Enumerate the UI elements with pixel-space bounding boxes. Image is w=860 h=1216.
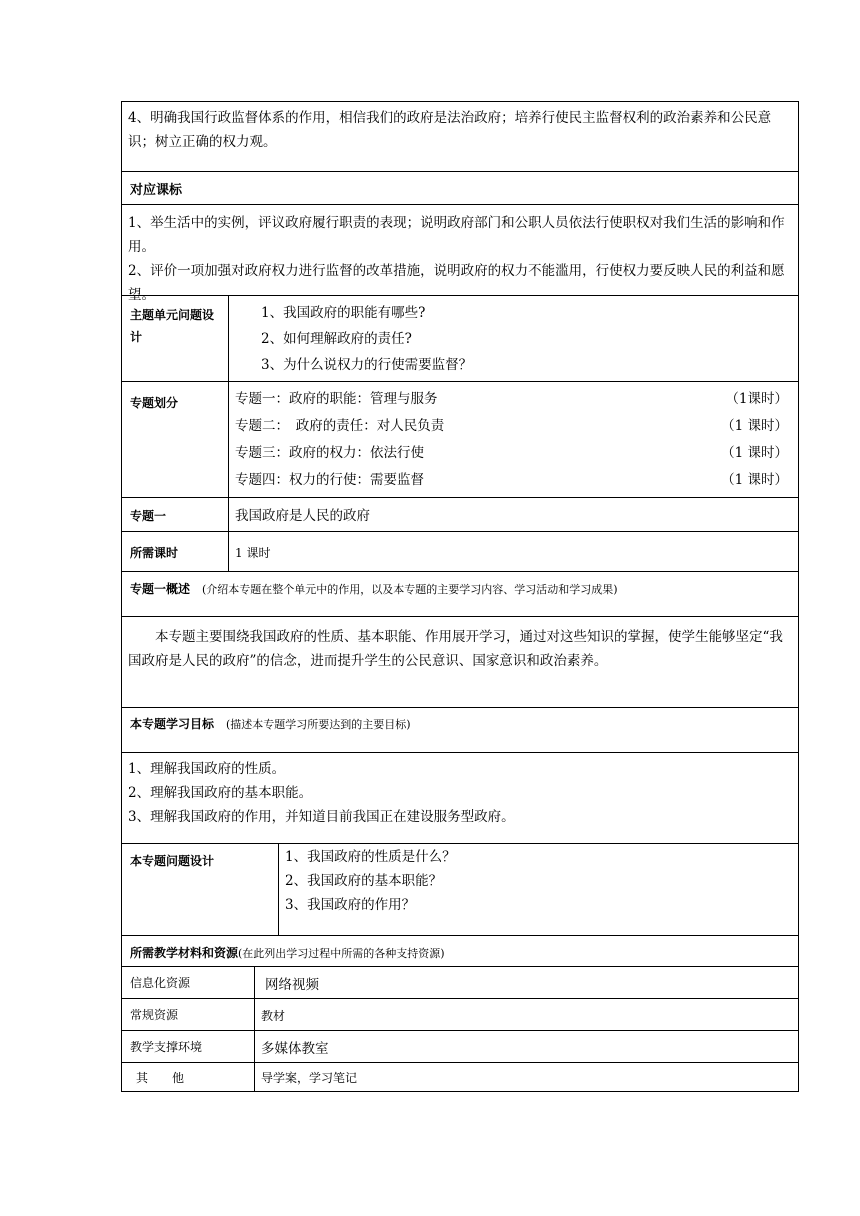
- overview-header-row: [121, 572, 799, 617]
- topic1-value: 我国政府是人民的政府: [235, 508, 370, 524]
- resources-header: [122, 936, 798, 969]
- topic-question-item: 2、我国政府的基本职能？: [285, 873, 443, 889]
- unit-questions-list: [229, 296, 798, 381]
- topic-hours: （1 课时）: [721, 418, 788, 434]
- topic-hours: （1课时）: [725, 391, 788, 407]
- topic-name: 专题一：政府的职能：管理与服务: [235, 391, 438, 407]
- resource-value: 网络视频: [265, 977, 319, 993]
- topic-questions-row: [121, 844, 799, 936]
- resource-value: 多媒体教室: [261, 1041, 329, 1057]
- topic-question-item: 1、我国政府的性质是什么？: [285, 849, 456, 865]
- objectives-list: [122, 753, 798, 832]
- resources-title: 所需教学材料和资源: [130, 946, 239, 960]
- resource-row: [121, 999, 799, 1031]
- topics-list: [229, 382, 798, 497]
- topic-item: [229, 467, 798, 494]
- topic1-label: 专题一: [122, 498, 229, 531]
- resource-value: 导学案，学习笔记: [261, 1071, 358, 1085]
- resource-row: [121, 1063, 799, 1092]
- goal-row: [121, 101, 799, 172]
- resources-note: (在此列出学习过程中所需的各种支持资源): [238, 947, 445, 960]
- objective-item: 2、理解我国政府的基本职能。: [128, 785, 313, 801]
- objectives-header: [122, 708, 798, 739]
- topic1-row: [121, 498, 799, 532]
- topic-questions-label: 本专题问题设计: [122, 844, 279, 935]
- overview-title: 专题一概述: [130, 582, 191, 596]
- standards-header-row: [121, 172, 799, 205]
- topic-question-item: 3、我国政府的作用？: [285, 897, 416, 913]
- objectives-note: (描述本专题学习所要达到的主要目标): [226, 718, 411, 731]
- topic-hours: （1 课时）: [721, 445, 788, 461]
- objective-item: 1、理解我国政府的性质。: [128, 761, 286, 777]
- objectives-title: 本专题学习目标: [130, 717, 215, 731]
- resource-label: 其 他: [122, 1063, 255, 1091]
- resource-label: 常规资源: [122, 999, 255, 1030]
- resource-row: [121, 1031, 799, 1063]
- standard-item: 2、评价一项加强对政府权力进行监督的改革措施，说明政府的权力不能滥用，行使权力要反映人民的利益和愿望。: [128, 263, 785, 303]
- resource-label: 信息化资源: [122, 967, 255, 998]
- hours-row: [121, 532, 799, 572]
- topic-item: [229, 440, 798, 467]
- topics-row: [121, 382, 799, 498]
- standards-body-row: [121, 205, 799, 303]
- resource-value: 教材: [261, 1009, 286, 1023]
- topic-name: 专题三：政府的权力：依法行使: [235, 445, 424, 461]
- standards-list: [122, 205, 798, 310]
- unit-question-item: 3、为什么说权力的行使需要监督？: [261, 357, 473, 373]
- topics-label: 专题划分: [122, 382, 229, 497]
- resource-label: 教学支撑环境: [122, 1031, 255, 1062]
- unit-questions-label: 主题单元问题设计: [122, 296, 229, 381]
- goal-4-text: 4、明确我国行政监督体系的作用，相信我们的政府是法治政府；培养行使民主监督权利的政治素养和公民意识；树立正确的权力观。: [128, 110, 772, 150]
- unit-questions-row: [121, 296, 799, 382]
- overview-body-row: [121, 617, 799, 708]
- overview-body: 本专题主要围绕我国政府的性质、基本职能、作用展开学习，通过对这些知识的掌握，使学生能够坚定“我国政府是人民的政府”的信念，进而提升学生的公民意识、国家意识和政治素养。: [128, 629, 783, 669]
- topic-name: 专题二： 政府的责任：对人民负责: [235, 418, 445, 434]
- resources-header-row: [121, 936, 799, 967]
- standards-header: 对应课标: [130, 183, 183, 198]
- overview-header: [122, 572, 798, 605]
- objectives-header-row: [121, 708, 799, 753]
- objective-item: 3、理解我国政府的作用，并知道目前我国正在建设服务型政府。: [128, 809, 515, 825]
- topic-questions-list: [279, 844, 798, 935]
- standard-item: 1、举生活中的实例，评议政府履行职责的表现；说明政府部门和公职人员依法行使职权对我们生活的影响和作用。: [128, 215, 785, 255]
- hours-value: 1 课时: [235, 546, 271, 560]
- topic-name: 专题四：权力的行使：需要监督: [235, 472, 424, 488]
- objectives-body-row: [121, 753, 799, 844]
- lesson-plan-table: [121, 101, 799, 1092]
- resource-row: [121, 967, 799, 999]
- unit-question-item: 2、如何理解政府的责任?: [261, 331, 412, 347]
- topic-hours: （1 课时）: [721, 472, 788, 488]
- topic-item: [229, 386, 798, 413]
- topic-item: [229, 413, 798, 440]
- hours-label: 所需课时: [122, 532, 229, 571]
- unit-question-item: 1、我国政府的职能有哪些?: [261, 305, 426, 321]
- overview-note: (介绍本专题在整个单元中的作用，以及本专题的主要学习内容、学习活动和学习成果): [202, 583, 618, 596]
